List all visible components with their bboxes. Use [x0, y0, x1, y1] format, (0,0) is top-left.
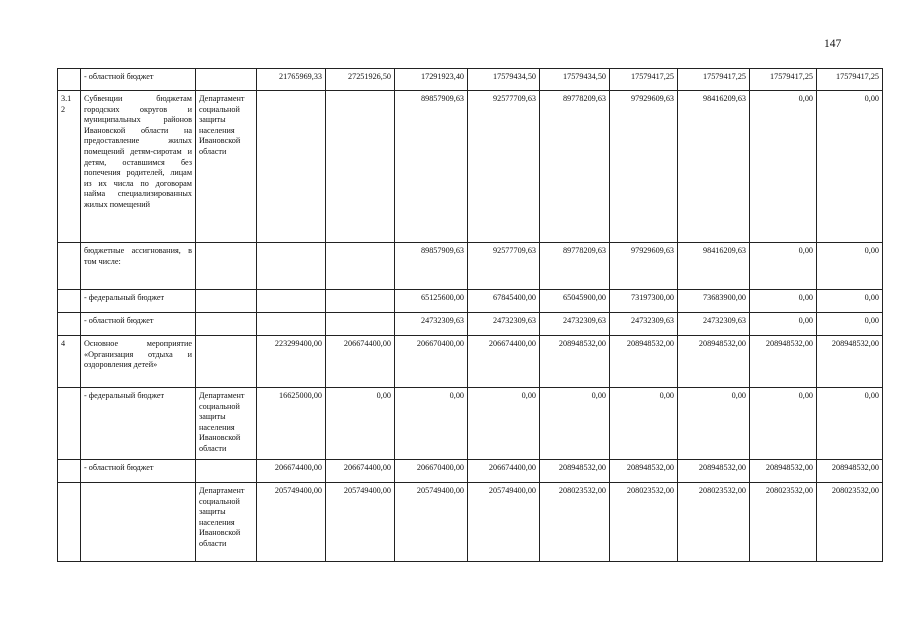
row-value-cell: 205749400,00: [257, 483, 326, 562]
row-index-cell: 4: [58, 336, 81, 388]
row-index-cell: [58, 313, 81, 336]
row-value-cell: 17579434,50: [468, 69, 540, 91]
row-value-cell: [257, 290, 326, 313]
row-value-cell: 0,00: [817, 243, 883, 290]
row-description-cell: - федеральный бюджет: [81, 290, 196, 313]
row-value-cell: 0,00: [750, 91, 817, 243]
table-row: [58, 91, 883, 243]
row-value-cell: 205749400,00: [468, 483, 540, 562]
row-value-cell: 98416209,63: [678, 243, 750, 290]
row-department-cell: [196, 460, 257, 483]
row-value-cell: [326, 290, 395, 313]
row-department-cell: [196, 313, 257, 336]
row-description-cell: - областной бюджет: [81, 313, 196, 336]
row-department-cell: Департамент социальной защиты населения Ивановской области: [196, 388, 257, 460]
row-description-cell: [81, 483, 196, 562]
row-value-cell: 208948532,00: [817, 336, 883, 388]
row-department-cell: Департамент социальной защиты населения Ивановской области: [196, 91, 257, 243]
row-description-cell: бюджетные ассигнования, в том числе:: [81, 243, 196, 290]
row-value-cell: 65125600,00: [395, 290, 468, 313]
row-value-cell: 24732309,63: [610, 313, 678, 336]
row-value-cell: 89857909,63: [395, 243, 468, 290]
row-description-cell: Основное мероприятие «Организация отдыха и оздоровления детей»: [81, 336, 196, 388]
table-row: [58, 460, 883, 483]
row-index-cell: [58, 69, 81, 91]
row-value-cell: 17579417,25: [678, 69, 750, 91]
row-value-cell: 97929609,63: [610, 243, 678, 290]
row-department-cell: [196, 336, 257, 388]
row-value-cell: 208948532,00: [610, 336, 678, 388]
row-description-cell: - областной бюджет: [81, 69, 196, 91]
row-value-cell: 0,00: [540, 388, 610, 460]
row-value-cell: 0,00: [678, 388, 750, 460]
row-value-cell: 223299400,00: [257, 336, 326, 388]
row-value-cell: 0,00: [468, 388, 540, 460]
budget-table: [57, 68, 883, 562]
row-value-cell: 208023532,00: [817, 483, 883, 562]
table-row: [58, 290, 883, 313]
row-value-cell: 17579417,25: [610, 69, 678, 91]
row-value-cell: 17579417,25: [817, 69, 883, 91]
row-value-cell: 0,00: [395, 388, 468, 460]
row-value-cell: 16625000,00: [257, 388, 326, 460]
row-value-cell: 206674400,00: [326, 336, 395, 388]
row-value-cell: 0,00: [750, 290, 817, 313]
row-value-cell: 21765969,33: [257, 69, 326, 91]
row-value-cell: 0,00: [750, 313, 817, 336]
table-row: [58, 69, 883, 91]
table-row: [58, 388, 883, 460]
row-value-cell: [257, 91, 326, 243]
row-value-cell: 208948532,00: [610, 460, 678, 483]
row-index-cell: [58, 483, 81, 562]
row-index-cell: [58, 243, 81, 290]
row-value-cell: 0,00: [817, 388, 883, 460]
row-index-cell: [58, 388, 81, 460]
row-value-cell: 208023532,00: [610, 483, 678, 562]
row-value-cell: 205749400,00: [326, 483, 395, 562]
row-value-cell: 24732309,63: [678, 313, 750, 336]
table-row: [58, 243, 883, 290]
row-value-cell: 73683900,00: [678, 290, 750, 313]
row-value-cell: 208023532,00: [750, 483, 817, 562]
row-value-cell: [257, 243, 326, 290]
row-value-cell: 17579417,25: [750, 69, 817, 91]
row-value-cell: 208023532,00: [678, 483, 750, 562]
row-value-cell: 65045900,00: [540, 290, 610, 313]
row-value-cell: 206674400,00: [468, 460, 540, 483]
row-value-cell: 92577709,63: [468, 91, 540, 243]
row-value-cell: 0,00: [817, 91, 883, 243]
row-description-cell: - областной бюджет: [81, 460, 196, 483]
row-value-cell: 208948532,00: [678, 460, 750, 483]
row-department-cell: [196, 243, 257, 290]
row-value-cell: 0,00: [750, 388, 817, 460]
row-value-cell: 89778209,63: [540, 243, 610, 290]
row-index-cell: [58, 460, 81, 483]
table-row: [58, 483, 883, 562]
row-value-cell: 0,00: [817, 313, 883, 336]
row-value-cell: 0,00: [817, 290, 883, 313]
row-description-cell: Субвенции бюджетам городских округов и муниципальных районов Ивановской области на предоставление жилых помещений детям-сиротам и детям, оставшимся без попечения родителей, лицам из их числа по договорам найма специализированных жилых помещений: [81, 91, 196, 243]
row-department-cell: [196, 69, 257, 91]
row-department-cell: Департамент социальной защиты населения Ивановской области: [196, 483, 257, 562]
row-value-cell: 208948532,00: [817, 460, 883, 483]
row-value-cell: 27251926,50: [326, 69, 395, 91]
row-index-cell: [58, 290, 81, 313]
row-value-cell: 206674400,00: [326, 460, 395, 483]
row-description-cell: - федеральный бюджет: [81, 388, 196, 460]
table-row: [58, 313, 883, 336]
row-value-cell: 0,00: [610, 388, 678, 460]
row-value-cell: 208948532,00: [750, 336, 817, 388]
table-row: [58, 336, 883, 388]
row-value-cell: 208023532,00: [540, 483, 610, 562]
row-value-cell: 17579434,50: [540, 69, 610, 91]
row-value-cell: 92577709,63: [468, 243, 540, 290]
row-value-cell: [257, 313, 326, 336]
row-value-cell: 208948532,00: [540, 460, 610, 483]
row-value-cell: 208948532,00: [540, 336, 610, 388]
row-value-cell: 89857909,63: [395, 91, 468, 243]
row-value-cell: 208948532,00: [678, 336, 750, 388]
page-number: 147: [824, 38, 842, 50]
row-value-cell: 17291923,40: [395, 69, 468, 91]
row-value-cell: 24732309,63: [540, 313, 610, 336]
row-department-cell: [196, 290, 257, 313]
row-value-cell: 0,00: [750, 243, 817, 290]
row-value-cell: 205749400,00: [395, 483, 468, 562]
row-value-cell: 67845400,00: [468, 290, 540, 313]
row-index-cell: 3.1 2: [58, 91, 81, 243]
row-value-cell: 206674400,00: [257, 460, 326, 483]
row-value-cell: 73197300,00: [610, 290, 678, 313]
row-value-cell: 206674400,00: [468, 336, 540, 388]
row-value-cell: 24732309,63: [395, 313, 468, 336]
row-value-cell: 0,00: [326, 388, 395, 460]
row-value-cell: 206670400,00: [395, 460, 468, 483]
row-value-cell: [326, 243, 395, 290]
row-value-cell: 208948532,00: [750, 460, 817, 483]
row-value-cell: 98416209,63: [678, 91, 750, 243]
row-value-cell: 97929609,63: [610, 91, 678, 243]
row-value-cell: [326, 313, 395, 336]
row-value-cell: 89778209,63: [540, 91, 610, 243]
row-value-cell: 24732309,63: [468, 313, 540, 336]
row-value-cell: 206670400,00: [395, 336, 468, 388]
row-value-cell: [326, 91, 395, 243]
